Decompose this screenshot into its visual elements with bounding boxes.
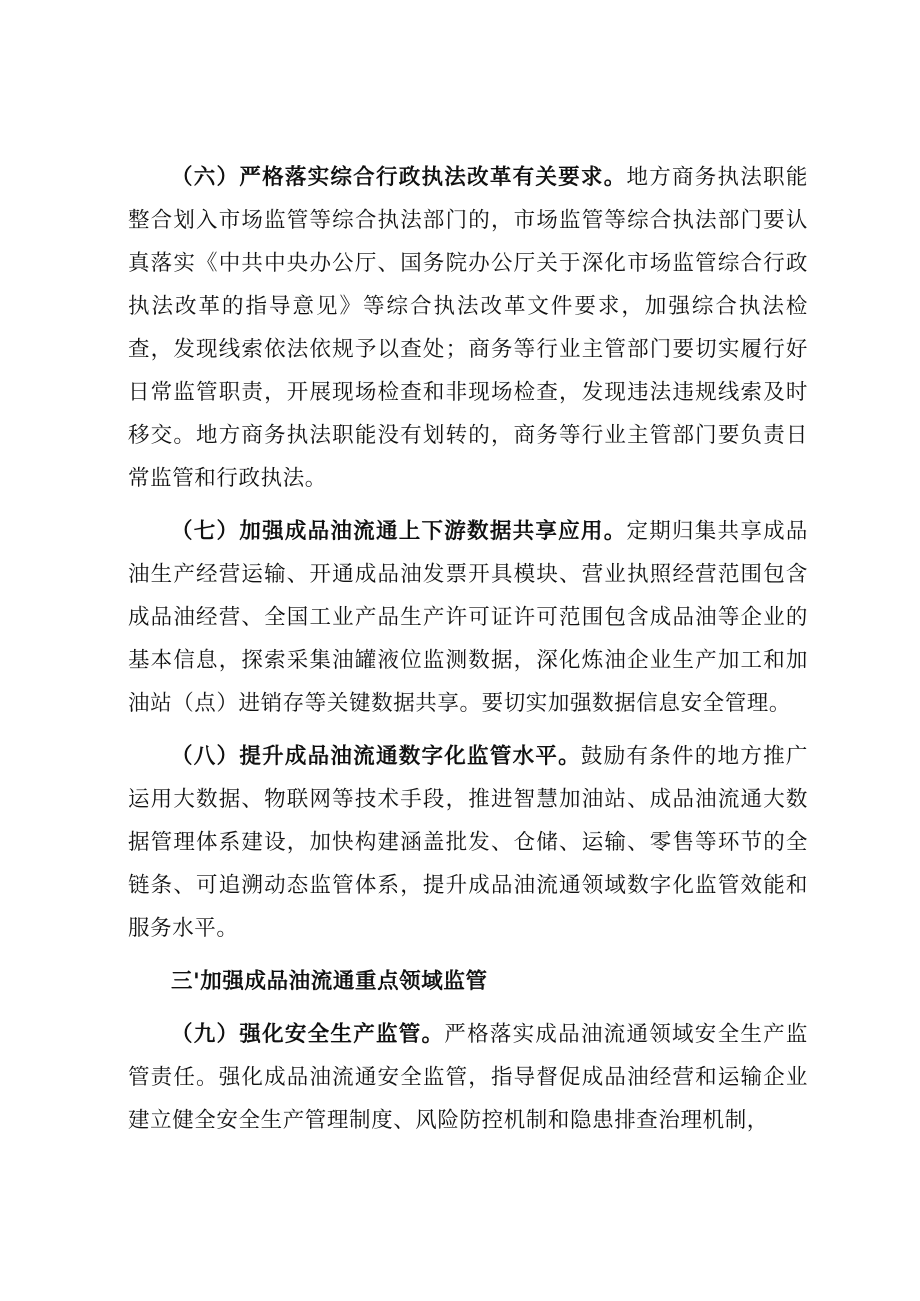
paragraph-8 [128,735,808,950]
paragraph-8-lead: （八）提升成品油流通数字化监管水平。 [171,744,581,769]
paragraph-6 [128,156,808,500]
document-page [128,156,808,1142]
paragraph-9-lead: （九）强化安全生产监管。 [171,1022,445,1047]
paragraph-9 [128,1013,808,1142]
paragraph-7 [128,510,808,725]
paragraph-7-body: 定期归集共享成品油生产经营运输、开通成品油发票开具模块、营业执照经营范围包含成品油经营、全国工业产品生产许可证许可范围包含成品油等企业的基本信息，探索采集油罐液位监测数据，深化炼油企业生产加工和加油站（点）进销存等关键数据共享。要切实加强数据信息安全管理。 [128,519,808,716]
paragraph-9-body: 严格落实成品油流通领域安全生产监管责任。强化成品油流通安全监管，指导督促成品油经营和运输企业建立健全安全生产管理制度、风险防控机制和隐患排查治理机制， [128,1022,809,1133]
paragraph-7-lead: （七）加强成品油流通上下游数据共享应用。 [171,519,627,544]
paragraph-6-lead: （六）严格落实综合行政执法改革有关要求。 [171,165,627,190]
section-heading: 三'加强成品油流通重点领域监管 [171,969,488,994]
paragraph-6-body: 地方商务执法职能整合划入市场监管等综合执法部门的，市场监管等综合执法部门要认真落实《中共中央办公厅、国务院办公厅关于深化市场监管综合行政执法改革的指导意见》等综合执法改革文件要求，加强综合执法检查，发现线索依法依规予以查处；商务等行业主管部门要切实履行好日常监管职责，开展现场检查和非现场检查，发现违法违规线索及时移交。地方商务执法职能没有划转的，商务等行业主管部门要负责日常监管和行政执法。 [128,165,808,491]
paragraph-8-body: 鼓励有条件的地方推广运用大数据、物联网等技术手段，推进智慧加油站、成品油流通大数据管理体系建设，加快构建涵盖批发、仓储、运输、零售等环节的全链条、可追溯动态监管体系，提升成品油流通领域数字化监管效能和服务水平。 [128,744,808,941]
